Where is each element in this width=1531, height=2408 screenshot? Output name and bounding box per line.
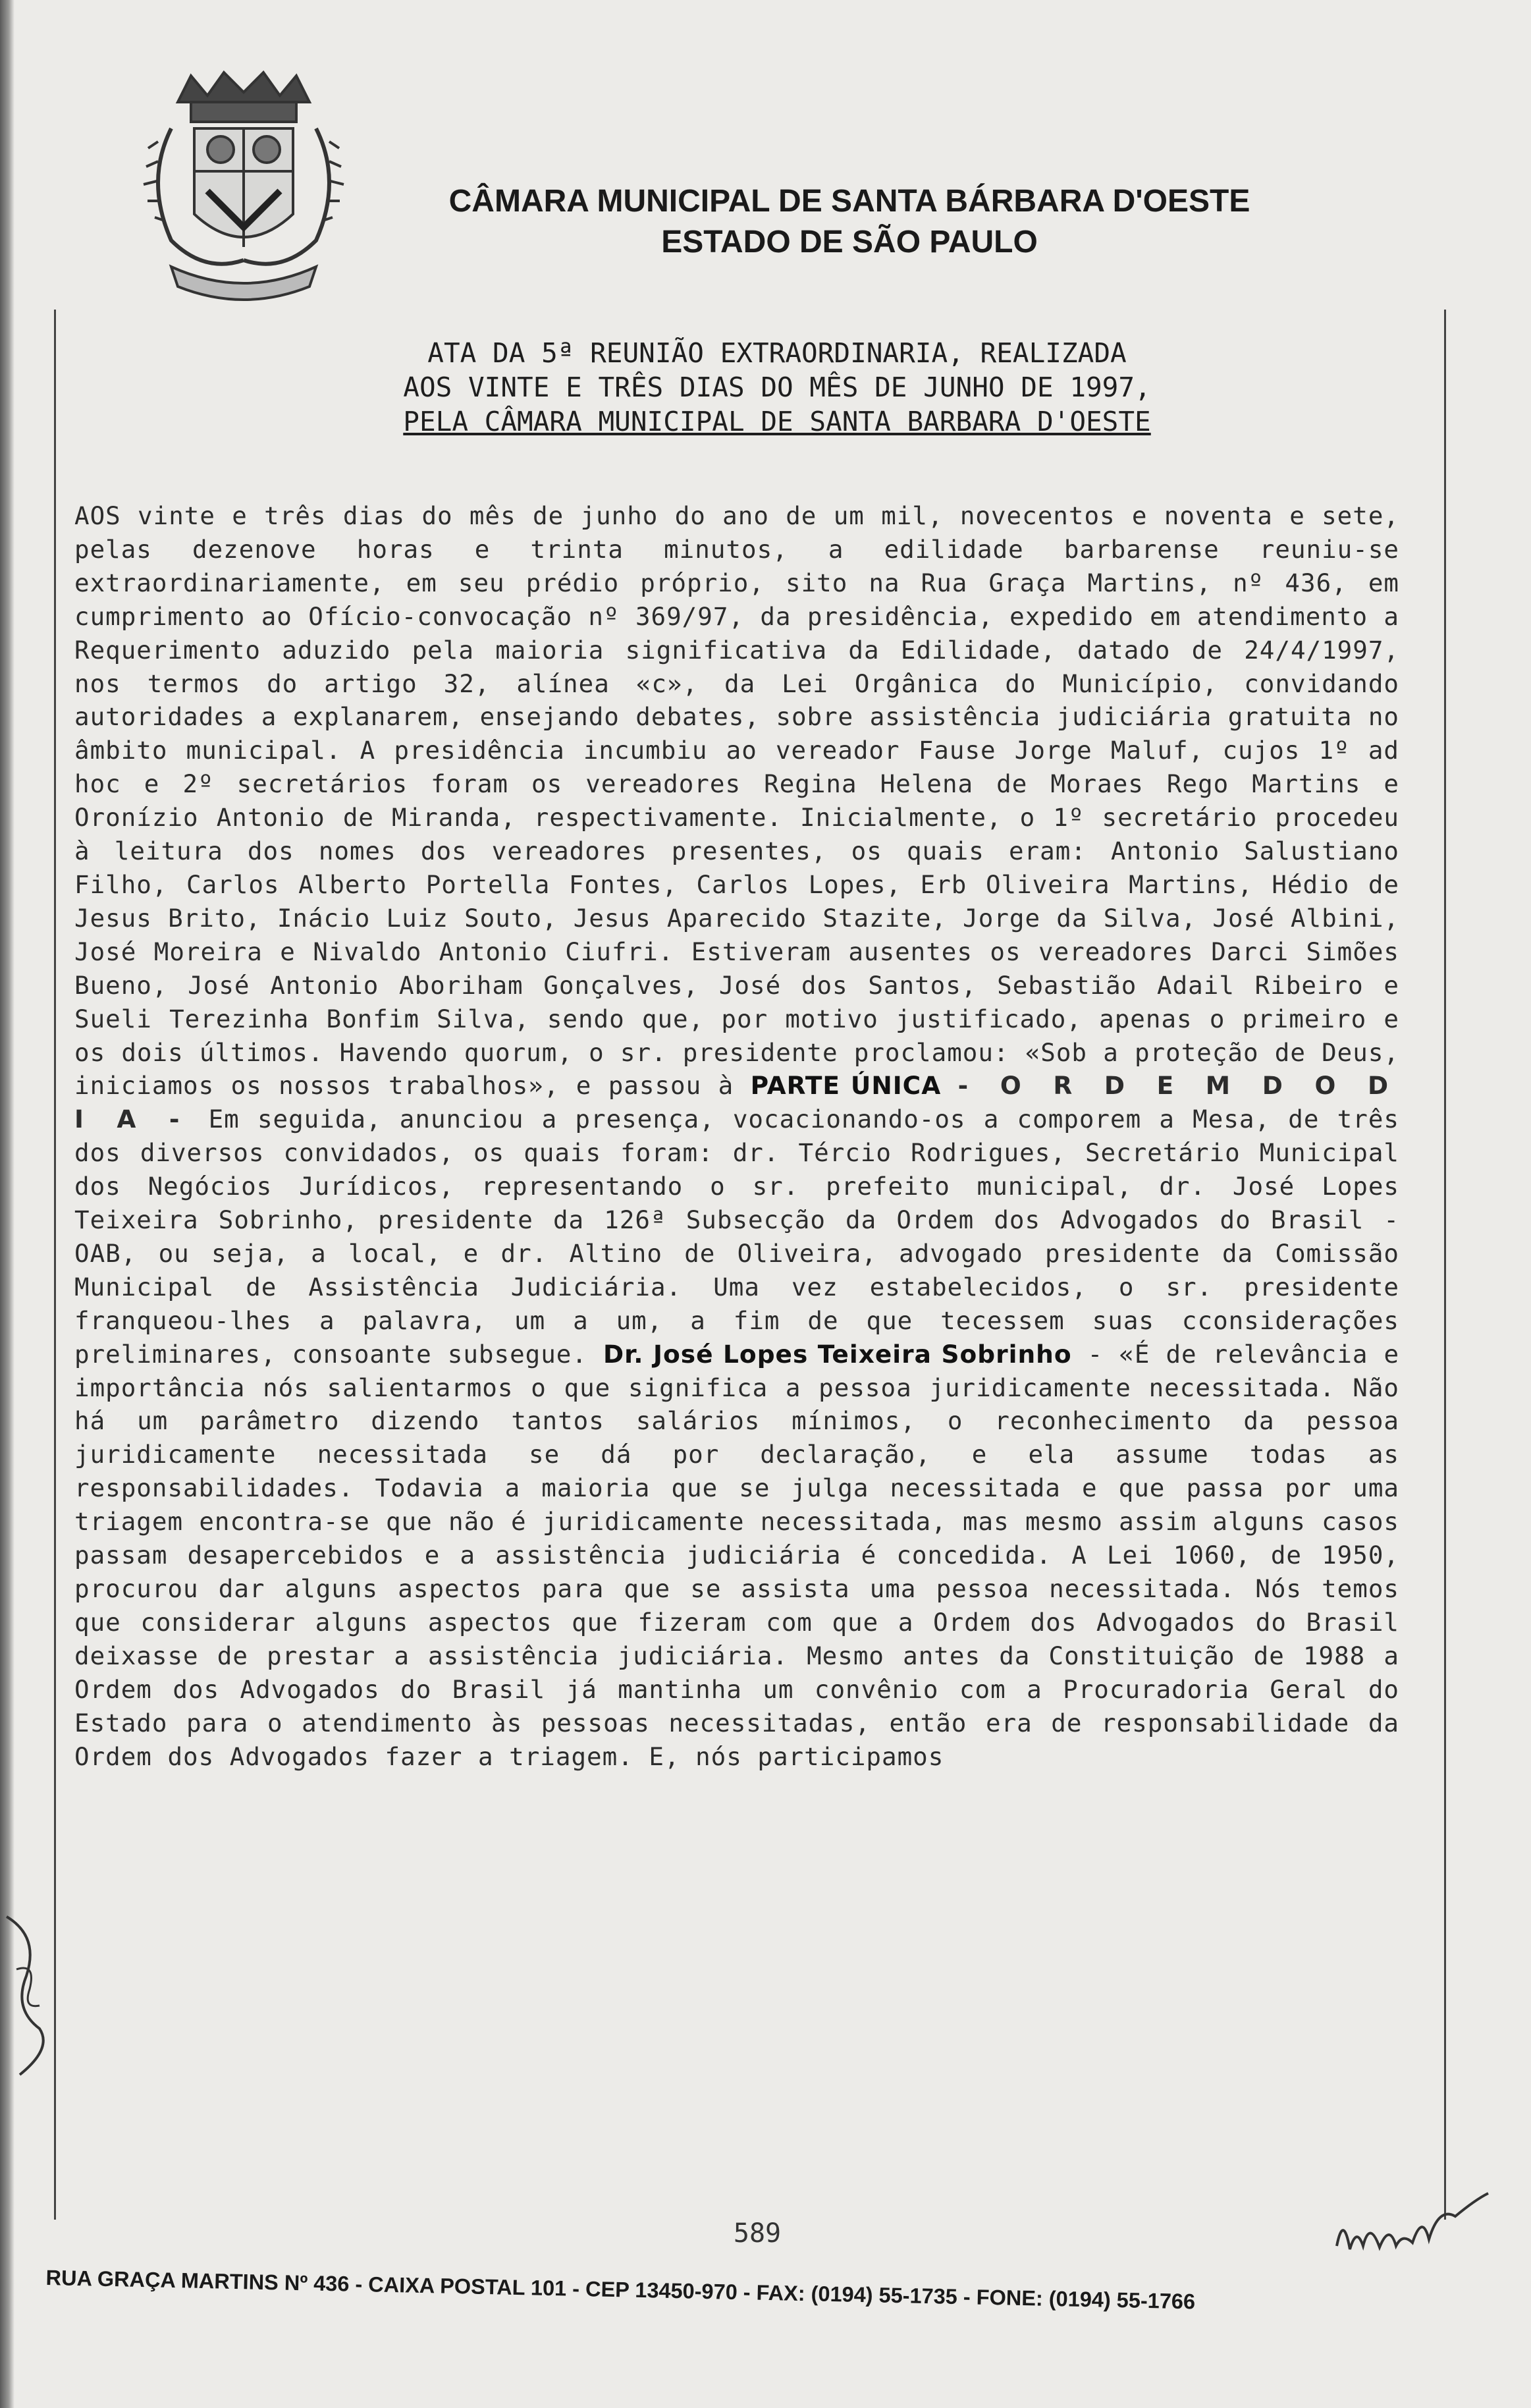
institution-subtitle: ESTADO DE SÃO PAULO [661,225,1038,260]
margin-signature-icon [0,1897,59,2094]
minutes-title-line: PELA CÂMARA MUNICIPAL DE SANTA BARBARA D'OESTE [403,406,1151,437]
handwritten-initials-icon [1324,2187,1495,2266]
body-paragraph: - «É de relevância e importância nós salientarmos o que significa a pessoa juridicamente necessitada. Não há um parâmetro dizendo tantos salários mínimos, o reconhecimento da pessoa juridicamente necessitada se dá por declaração, e ela assume todas as responsabilidades. Todavia a maioria que se julga necessitada e que passa por uma triagem encontra-se que não é juridicamente necessitada, mas mesmo assim alguns casos passam desapercebidos e a assistência judiciária é concedida. A Lei 1060, de 1950, procurou dar alguns aspectos para que se assista uma pessoa necessitada. Nós temos que considerar alguns aspectos que fizeram com que a Ordem dos Advogados do Brasil deixasse de prestar a assistência judiciária. Mesmo antes da Constituição de 1988 a Ordem dos Advogados do Brasil já mantinha um convênio com a Procuradoria Geral do Estado para o atendimento às pessoas necessitadas, então era de responsabilidade da Ordem dos Advogados fazer a triagem. E, nós participamos [74,1339,1400,1771]
institution-title: CÂMARA MUNICIPAL DE SANTA BÁRBARA D'OESTE [448,184,1250,219]
section-heading: PARTE ÚNICA [750,1071,942,1101]
section-heading-order: - O R D E M D O D I A - [74,1071,1400,1134]
body-paragraph: AOS vinte e três dias do mês de junho do ano de um mil, novecentos e noventa e sete, pelas dezenove horas e trinta minutos, a edilidade barbarense reuniu-se extraordinariamente, em seu prédio próprio, sito na Rua Graça Martins, nº 436, em cumprimento ao Ofício-convocação nº 369/97, da presidência, expedido em atendimento a Requerimento aduzido pela maioria significativa da Edilidade, datado de 24/4/1997, nos termos do artigo 32, alínea «c», da Lei Orgânica do Município, convidando autoridades a explanarem, ensejando debates, sobre assistência judiciária gratuita no âmbito municipal. A presidência incumbiu ao vereador Fause Jorge Maluf, cujos 1º ad hoc e 2º secretários foram os vereadores Regina Helena de Moraes Rego Martins e Oronízio Antonio de Miranda, respectivamente. Inicialmente, o 1º secretário procedeu à leitura dos nomes dos vereadores presentes, os quais eram: Antonio Salustiano Filho, Carlos Alberto Portella Fontes, Carlos Lopes, Erb Oliveira Martins, Hédio de Jesus Brito, Inácio Luiz Souto, Jesus Aparecido Stazite, Jorge da Silva, José Albini, José Moreira e Nivaldo Antonio Ciufri. Estiveram ausentes os vereadores Darci Simões Bueno, José Antonio Aboriham Gonçalves, José dos Santos, Sebastião Adail Ribeiro e Sueli Terezinha Bonfim Silva, sendo que, por motivo justificado, apenas o primeiro e os dois últimos. Havendo quorum, o sr. presidente proclamou: «Sob a proteção de Deus, iniciamos os nossos trabalhos», e passou à [74,501,1399,1101]
minutes-title-line: AOS VINTE E TRÊS DIAS DO MÊS DE JUNHO DE 1997, [403,371,1151,403]
municipal-coat-of-arms-icon [132,63,356,306]
minutes-title [198,336,1356,439]
minutes-body [74,499,1399,1773]
right-margin-rule [1444,310,1446,2220]
minutes-title-line: ATA DA 5ª REUNIÃO EXTRAORDINARIA, REALIZADA [427,337,1127,369]
page-number: 589 [733,2218,782,2249]
body-paragraph: Em seguida, anunciou a presença, vocacionando-os a comporem a Mesa, de três dos diversos convidados, os quais foram: dr. Tércio Rodrigues, Secretário Municipal dos Negócios Jurídicos, representando o sr. prefeito municipal, dr. José Lopes Teixeira Sobrinho, presidente da 126ª Subsecção da Ordem dos Advogados do Brasil - OAB, ou seja, a local, e dr. Altino de Oliveira, advogado presidente da Comissão Municipal de Assistência Judiciária. Uma vez estabelecidos, o sr. presidente franqueou-lhes a palavra, um a um, a fim de que tecessem suas cconsiderações preliminares, consoante subsegue. [74,1105,1399,1369]
footer-address: RUA GRAÇA MARTINS Nº 436 - CAIXA POSTAL 101 - CEP 13450-970 - FAX: (0194) 55-1735 - FONE: (0194) 55-1766 [45,2266,1196,2314]
speaker-name: Dr. José Lopes Teixeira Sobrinho [603,1339,1072,1369]
